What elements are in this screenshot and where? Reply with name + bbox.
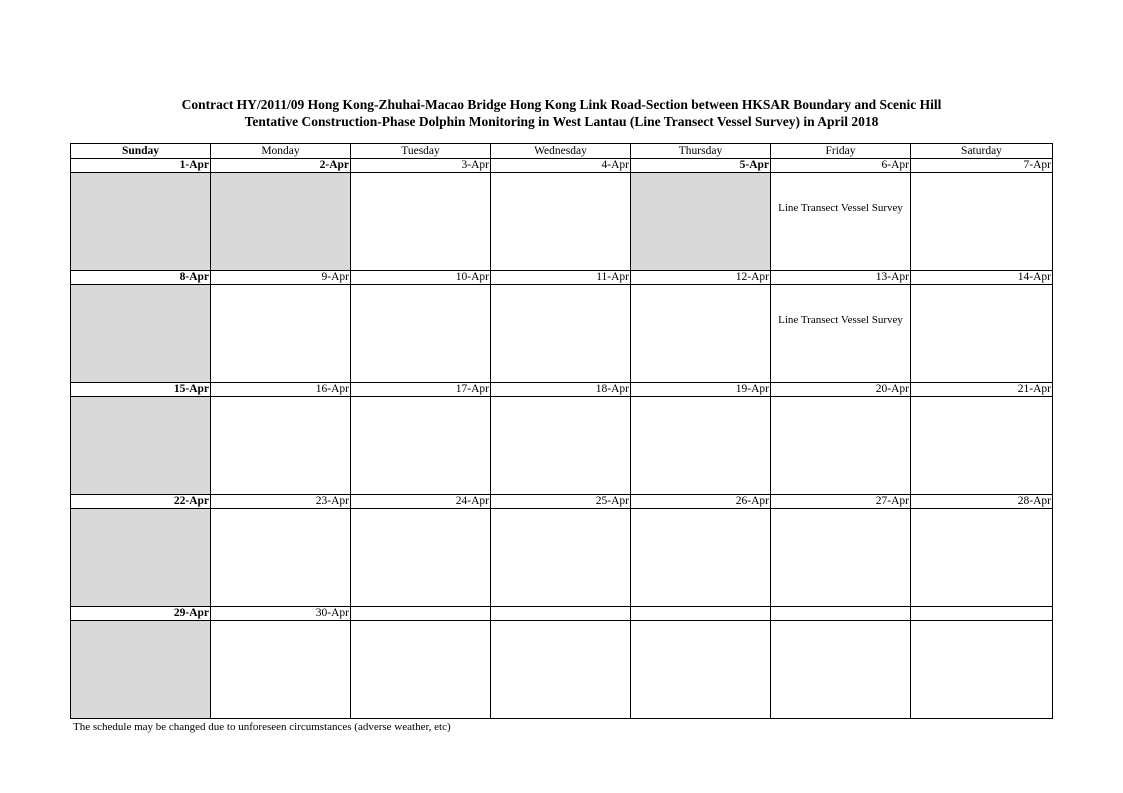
event-label [71, 621, 210, 650]
event-label [211, 397, 350, 426]
day-cell-5-apr-holiday [631, 173, 771, 271]
day-cell-25-apr [491, 509, 631, 607]
event-label [771, 397, 910, 426]
date-cell-empty [491, 607, 631, 621]
date-cell-26-apr: 26-Apr [631, 495, 771, 509]
week-5-body-row [71, 621, 1053, 719]
day-cell-empty [771, 621, 911, 719]
date-cell-14-apr: 14-Apr [911, 271, 1053, 285]
event-label [491, 509, 630, 538]
day-cell-22-apr-holiday [71, 509, 211, 607]
date-cell-5-apr: 5-Apr [631, 159, 771, 173]
date-cell-8-apr: 8-Apr [71, 271, 211, 285]
day-cell-17-apr [351, 397, 491, 495]
event-label [211, 173, 350, 202]
date-cell-11-apr: 11-Apr [491, 271, 631, 285]
week-1-body-row [71, 173, 1053, 271]
date-cell-22-apr: 22-Apr [71, 495, 211, 509]
event-label [491, 173, 630, 202]
weekday-header-wednesday: Wednesday [491, 144, 631, 159]
event-label [491, 285, 630, 314]
document-subtitle: Tentative Construction-Phase Dolphin Monitoring in West Lantau (Line Transect Vessel Survey) in April 2018 [244, 114, 879, 129]
schedule-footnote: The schedule may be changed due to unforeseen circumstances (adverse weather, etc) [73, 721, 451, 733]
day-cell-3-apr [351, 173, 491, 271]
day-cell-empty [631, 621, 771, 719]
event-label [351, 621, 490, 650]
weekday-header-tuesday: Tuesday [351, 144, 491, 159]
day-cell-23-apr [211, 509, 351, 607]
date-cell-28-apr: 28-Apr [911, 495, 1053, 509]
event-label [911, 397, 1052, 426]
day-cell-empty [911, 621, 1053, 719]
day-cell-26-apr [631, 509, 771, 607]
document-title: Contract HY/2011/09 Hong Kong-Zhuhai-Macao Bridge Hong Kong Link Road-Section between HKSAR Boundary and Scenic Hill [181, 97, 942, 112]
event-label [631, 621, 770, 650]
day-cell-21-apr [911, 397, 1053, 495]
day-cell-7-apr [911, 173, 1053, 271]
day-cell-18-apr [491, 397, 631, 495]
day-cell-11-apr [491, 285, 631, 383]
event-label [631, 509, 770, 538]
date-cell-10-apr: 10-Apr [351, 271, 491, 285]
date-cell-15-apr: 15-Apr [71, 383, 211, 397]
weekday-header-row [71, 144, 1053, 159]
event-label [71, 285, 210, 314]
day-cell-16-apr [211, 397, 351, 495]
date-cell-2-apr: 2-Apr [211, 159, 351, 173]
day-cell-2-apr-holiday [211, 173, 351, 271]
day-cell-10-apr [351, 285, 491, 383]
weekday-header-thursday: Thursday [631, 144, 771, 159]
event-label [771, 509, 910, 538]
date-cell-1-apr: 1-Apr [71, 159, 211, 173]
day-cell-19-apr [631, 397, 771, 495]
day-cell-8-apr-holiday [71, 285, 211, 383]
day-cell-14-apr [911, 285, 1053, 383]
date-cell-19-apr: 19-Apr [631, 383, 771, 397]
week-2-date-row [71, 271, 1053, 285]
week-1-date-row [71, 159, 1053, 173]
day-cell-29-apr-holiday [71, 621, 211, 719]
day-cell-24-apr [351, 509, 491, 607]
day-cell-28-apr [911, 509, 1053, 607]
event-label [631, 173, 770, 202]
event-label [911, 621, 1052, 650]
day-cell-empty [491, 621, 631, 719]
day-cell-12-apr [631, 285, 771, 383]
day-cell-9-apr [211, 285, 351, 383]
date-cell-27-apr: 27-Apr [771, 495, 911, 509]
date-cell-17-apr: 17-Apr [351, 383, 491, 397]
date-cell-30-apr: 30-Apr [211, 607, 351, 621]
date-cell-7-apr: 7-Apr [911, 159, 1053, 173]
date-cell-25-apr: 25-Apr [491, 495, 631, 509]
event-label [911, 173, 1052, 202]
date-cell-3-apr: 3-Apr [351, 159, 491, 173]
day-cell-27-apr [771, 509, 911, 607]
event-label [631, 285, 770, 314]
weekday-header-sunday: Sunday [71, 144, 211, 159]
event-label [911, 285, 1052, 314]
day-cell-1-apr-holiday [71, 173, 211, 271]
date-cell-4-apr: 4-Apr [491, 159, 631, 173]
week-4-body-row [71, 509, 1053, 607]
day-cell-6-apr [771, 173, 911, 271]
day-cell-20-apr [771, 397, 911, 495]
event-label [491, 397, 630, 426]
survey-event-label: Line Transect Vessel Survey [778, 202, 903, 214]
date-cell-16-apr: 16-Apr [211, 383, 351, 397]
date-cell-6-apr: 6-Apr [771, 159, 911, 173]
week-2-body-row [71, 285, 1053, 383]
weekday-header-saturday: Saturday [911, 144, 1053, 159]
event-label [351, 173, 490, 202]
event-label [771, 621, 910, 650]
event-label [631, 397, 770, 426]
day-cell-13-apr [771, 285, 911, 383]
week-3-date-row [71, 383, 1053, 397]
weekday-header-friday: Friday [771, 144, 911, 159]
date-cell-empty [911, 607, 1053, 621]
weekday-header-monday: Monday [211, 144, 351, 159]
week-4-date-row [71, 495, 1053, 509]
date-cell-empty [771, 607, 911, 621]
day-cell-empty [351, 621, 491, 719]
week-3-body-row [71, 397, 1053, 495]
event-label [911, 509, 1052, 538]
day-cell-30-apr [211, 621, 351, 719]
event-label [351, 397, 490, 426]
event-label [71, 397, 210, 426]
event-label [71, 509, 210, 538]
event-label [491, 621, 630, 650]
event-label [351, 509, 490, 538]
event-label [71, 173, 210, 202]
date-cell-9-apr: 9-Apr [211, 271, 351, 285]
event-label [211, 621, 350, 650]
date-cell-29-apr: 29-Apr [71, 607, 211, 621]
survey-event-label: Line Transect Vessel Survey [778, 314, 903, 326]
date-cell-13-apr: 13-Apr [771, 271, 911, 285]
date-cell-empty [351, 607, 491, 621]
date-cell-24-apr: 24-Apr [351, 495, 491, 509]
week-5-date-row [71, 607, 1053, 621]
event-label [351, 285, 490, 314]
date-cell-12-apr: 12-Apr [631, 271, 771, 285]
date-cell-empty [631, 607, 771, 621]
event-label [211, 509, 350, 538]
calendar-table [70, 143, 1053, 719]
event-label [211, 285, 350, 314]
day-cell-4-apr [491, 173, 631, 271]
date-cell-23-apr: 23-Apr [211, 495, 351, 509]
date-cell-20-apr: 20-Apr [771, 383, 911, 397]
day-cell-15-apr-holiday [71, 397, 211, 495]
date-cell-18-apr: 18-Apr [491, 383, 631, 397]
date-cell-21-apr: 21-Apr [911, 383, 1053, 397]
